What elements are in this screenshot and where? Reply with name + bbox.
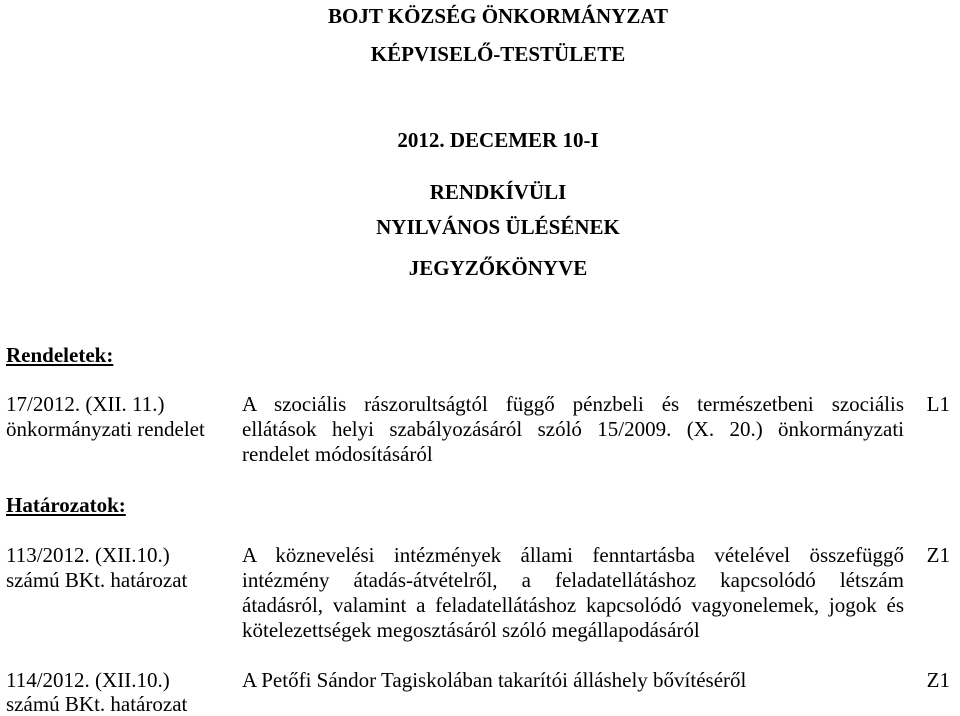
title-body: KÉPVISELŐ-TESTÜLETE — [370, 42, 626, 66]
entry-description-line: rendelet módosításáról — [242, 442, 433, 466]
section-heading-hatarozatok: Határozatok: — [6, 493, 126, 517]
minutes-title: JEGYZŐKÖNYVE — [408, 256, 588, 280]
entry-description-line: A köznevelési intézmények állami fenntartásba vételével összefüggő — [242, 543, 904, 567]
entry-type: számú BKt. határozat — [6, 568, 188, 592]
title-municipality: BOJT KÖZSÉG ÖNKORMÁNYZAT — [328, 4, 668, 28]
entry-code: Z1 — [926, 668, 950, 692]
entry-description-line: A Petőfi Sándor Tagiskolában takarítói álláshely bővítéséről — [242, 668, 747, 692]
entry-id: 113/2012. (XII.10.) — [6, 543, 170, 567]
entry-description-line: ellátások helyi szabályozásáról szóló 15/2009. (X. 20.) önkormányzati — [242, 417, 904, 441]
section-heading-rendeletek: Rendeletek: — [6, 343, 114, 367]
entry-code: Z1 — [926, 543, 950, 567]
meeting-date: 2012. DECEMER 10-I — [397, 128, 599, 152]
entry-type: önkormányzati rendelet — [6, 417, 205, 441]
session-type: RENDKÍVÜLI — [429, 180, 567, 204]
entry-description-line: intézmény átadás-átvételről, a feladatellátáshoz kapcsolódó létszám — [242, 568, 904, 592]
entry-id: 17/2012. (XII. 11.) — [6, 392, 165, 416]
entry-id: 114/2012. (XII.10.) — [6, 668, 170, 692]
session-public: NYILVÁNOS ÜLÉSÉNEK — [376, 215, 620, 239]
entry-description-line: kötelezettségek megosztásáról szóló megállapodásáról — [242, 618, 700, 642]
entry-description-line: A szociális rászorultságtól függő pénzbeli és természetbeni szociális — [242, 392, 904, 416]
entry-type: számú BKt. határozat — [6, 692, 188, 716]
entry-description-line: átadásról, valamint a feladatellátáshoz kapcsolódó vagyonelemek, jogok és — [242, 593, 904, 617]
entry-code: L1 — [926, 392, 950, 416]
